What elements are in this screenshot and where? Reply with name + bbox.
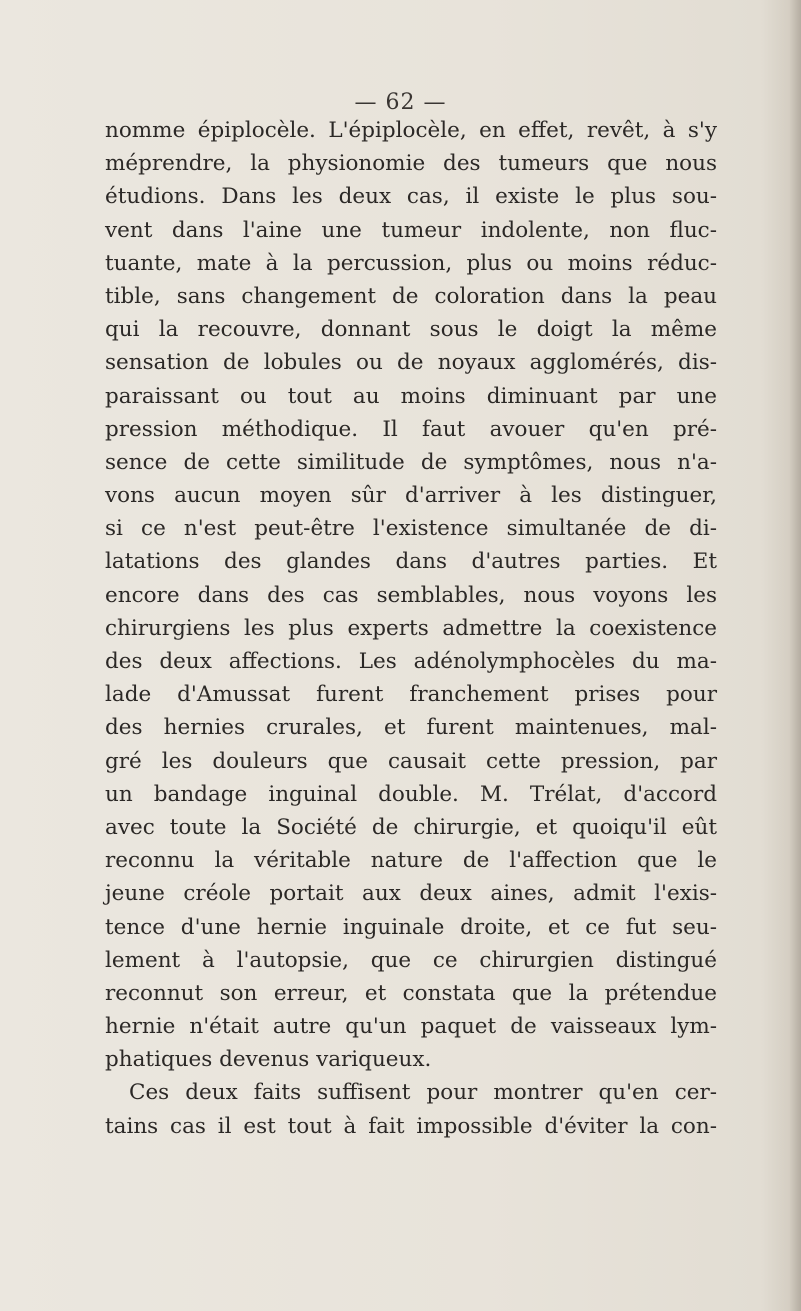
text-line: lade d'Amussat furent franchement prises pour [105, 682, 717, 708]
text-line: chirurgiens les plus experts admettre la coexistence [105, 615, 717, 641]
text-line: Ces deux faits suffisent pour montrer qu'en cer- [129, 1080, 717, 1106]
text-line: paraissant ou tout au moins diminuant par une [105, 383, 717, 409]
text-line: des deux affections. Les adénolymphocèles du ma- [105, 649, 717, 674]
body-text [105, 114, 717, 1143]
text-line: hernie n'était autre qu'un paquet de vaisseaux lym- [105, 1014, 717, 1040]
text-line: un bandage inguinal double. M. Trélat, d'accord [105, 781, 717, 807]
text-line: qui la recouvre, donnant sous le doigt la même [105, 317, 717, 343]
text-line: tains cas il est tout à fait impossible d'éviter la con- [105, 1113, 717, 1139]
text-line: si ce n'est peut-être l'existence simultanée de di- [105, 516, 717, 542]
text-line: tuante, mate à la percussion, plus ou moins réduc- [105, 250, 717, 276]
text-line: des hernies crurales, et furent maintenues, mal- [105, 715, 717, 741]
text-line: avec toute la Société de chirurgie, et quoiqu'il eût [105, 814, 717, 840]
page-number: — 62 — [354, 90, 447, 115]
text-line: vent dans l'aine une tumeur indolente, non fluc- [105, 217, 717, 243]
text-line: encore dans des cas semblables, nous voyons les [105, 582, 717, 608]
text-line: gré les douleurs que causait cette pression, par [105, 748, 717, 774]
text-line: vons aucun moyen sûr d'arriver à les distinguer, [105, 483, 717, 509]
text-line: pression méthodique. Il faut avouer qu'en pré- [105, 416, 717, 442]
text-line: jeune créole portait aux deux aines, admit l'exis- [105, 881, 717, 907]
text-line: tence d'une hernie inguinale droite, et ce fut seu- [105, 914, 717, 940]
text-line: tible, sans changement de coloration dans la peau [105, 283, 717, 309]
text-line: latations des glandes dans d'autres parties. Et [105, 549, 717, 575]
text-line: reconnut son erreur, et constata que la prétendue [105, 980, 717, 1006]
text-line: méprendre, la physionomie des tumeurs que nous [105, 151, 717, 177]
text-line: sensation de lobules ou de noyaux agglomérés, dis- [105, 350, 717, 376]
text-line: phatiques devenus variqueux. [105, 1047, 432, 1073]
text-line: sence de cette similitude de symptômes, nous n'a- [105, 449, 717, 475]
page-edge-shadow [789, 0, 801, 1311]
text-line: lement à l'autopsie, que ce chirurgien distingué [105, 947, 717, 973]
text-line: reconnu la véritable nature de l'affection que le [105, 848, 717, 874]
text-line: nomme épiplocèle. L'épiplocèle, en effet, revêt, à s'y [105, 118, 717, 143]
text-line: étudions. Dans les deux cas, il existe le plus sou- [105, 184, 717, 210]
